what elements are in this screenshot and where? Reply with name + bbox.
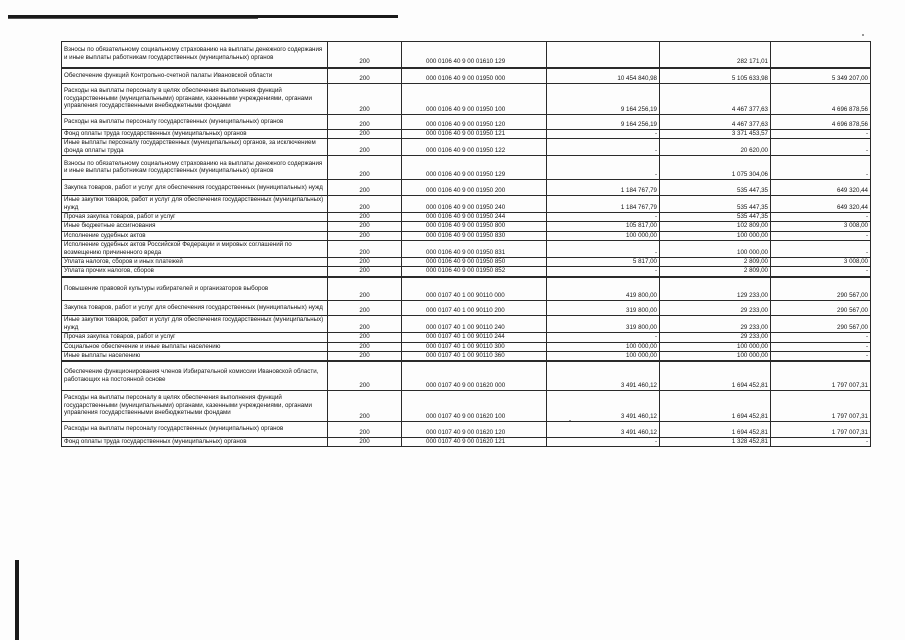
row-executed: 100 000,00 xyxy=(660,342,771,351)
table-row xyxy=(62,333,871,342)
row-approved: 100 000,00 xyxy=(547,342,660,351)
row-approved: 3 491 460,12 xyxy=(547,361,660,390)
table-row xyxy=(62,390,871,421)
table-row xyxy=(62,115,871,130)
row-kbk: 000 0107 40 9 00 01620 120 xyxy=(402,421,547,437)
row-name: Иные выплаты населению xyxy=(62,352,328,362)
row-unexecuted: 649 320,44 xyxy=(771,180,871,196)
row-kbk: 000 0106 40 9 00 01610 129 xyxy=(402,42,547,68)
row-kbk: 000 0106 40 9 00 01950 800 xyxy=(402,222,547,231)
row-name: Иные выплаты персоналу государственных (муниципальных) органов, за исключением фонда оплаты труда xyxy=(62,139,328,156)
row-kbk: 000 0106 40 9 00 01950 129 xyxy=(402,156,547,180)
table-row xyxy=(62,213,871,222)
row-approved: - xyxy=(547,267,660,277)
row-unexecuted: 290 567,00 xyxy=(771,277,871,301)
row-name: Взносы по обязательному социальному страхованию на выплаты денежного содержания и иные выплаты работникам государственных (муниципальных) органов xyxy=(62,156,328,180)
row-code: 200 xyxy=(328,301,402,316)
row-name: Расходы на выплаты персоналу государственных (муниципальных) органов xyxy=(62,115,328,130)
row-code: 200 xyxy=(328,333,402,342)
row-kbk: 000 0106 40 9 00 01950 852 xyxy=(402,267,547,277)
table-row xyxy=(62,231,871,240)
table-row xyxy=(62,437,871,446)
row-code: 200 xyxy=(328,139,402,156)
row-approved: - xyxy=(547,156,660,180)
row-code: 200 xyxy=(328,42,402,68)
row-approved: - xyxy=(547,241,660,258)
row-executed: 100 000,00 xyxy=(660,241,771,258)
row-name: Обеспечение функционирования членов Избирательной комиссии Ивановской области, работающих на постоянной основе xyxy=(62,361,328,390)
row-name: Исполнение судебных актов Российской Федерации и мировых соглашений по возмещению причиненного вреда xyxy=(62,241,328,258)
row-code: 200 xyxy=(328,342,402,351)
table-row xyxy=(62,139,871,156)
row-code: 200 xyxy=(328,180,402,196)
row-name: Расходы на выплаты персоналу в целях обеспечения выполнения функций государственными (муниципальными) органами, казенными учреждениями, органами управления государственными внебюджетными фондами xyxy=(62,390,328,421)
row-executed: 535 447,35 xyxy=(660,180,771,196)
scan-speck xyxy=(862,34,864,36)
row-kbk: 000 0107 40 1 00 90110 360 xyxy=(402,352,547,362)
row-kbk: 000 0107 40 9 00 01620 000 xyxy=(402,361,547,390)
row-unexecuted: 3 008,00 xyxy=(771,222,871,231)
table-row xyxy=(62,156,871,180)
scan-edge-top-shadow xyxy=(8,18,258,19)
row-unexecuted: - xyxy=(771,342,871,351)
row-code: 200 xyxy=(328,267,402,277)
row-executed: 2 809,00 xyxy=(660,267,771,277)
row-kbk: 000 0107 40 9 00 01620 100 xyxy=(402,390,547,421)
row-executed: 100 000,00 xyxy=(660,231,771,240)
row-executed: 1 328 452,81 xyxy=(660,437,771,446)
table-row xyxy=(62,84,871,115)
table-row xyxy=(62,277,871,301)
row-name: Социальное обеспечение и иные выплаты населению xyxy=(62,342,328,351)
row-name: Взносы по обязательному социальному страхованию на выплаты денежного содержания и иные выплаты работникам государственных (муниципальных) органов xyxy=(62,42,328,68)
row-unexecuted: 290 567,00 xyxy=(771,301,871,316)
row-name: Иные закупки товаров, работ и услуг для обеспечения государственных (муниципальных) нужд xyxy=(62,316,328,333)
scan-edge-left xyxy=(15,560,19,640)
row-approved: 419 800,00 xyxy=(547,277,660,301)
row-unexecuted: - xyxy=(771,267,871,277)
row-name: Закупка товаров, работ и услуг для обеспечения государственных (муниципальных) нужд xyxy=(62,180,328,196)
row-approved: - xyxy=(547,437,660,446)
table-row xyxy=(62,241,871,258)
table-row xyxy=(62,42,871,68)
row-executed: 20 620,00 xyxy=(660,139,771,156)
row-executed: 282 171,01 xyxy=(660,42,771,68)
row-approved: 1 184 767,79 xyxy=(547,180,660,196)
row-approved: 319 800,00 xyxy=(547,316,660,333)
row-code: 200 xyxy=(328,316,402,333)
row-kbk: 000 0107 40 1 00 90110 300 xyxy=(402,342,547,351)
row-executed: 29 233,00 xyxy=(660,333,771,342)
row-kbk: 000 0106 40 9 00 01950 244 xyxy=(402,213,547,222)
row-code: 200 xyxy=(328,115,402,130)
table-body xyxy=(62,42,871,447)
row-code: 200 xyxy=(328,258,402,267)
row-executed: 4 467 377,63 xyxy=(660,115,771,130)
row-kbk: 000 0106 40 9 00 01950 200 xyxy=(402,180,547,196)
row-code: 200 xyxy=(328,130,402,139)
row-name: Расходы на выплаты персоналу в целях обеспечения выполнения функций государственными (муниципальными) органами, казенными учреждениями, органами управления государственными внебюджетными фондами xyxy=(62,84,328,115)
row-unexecuted: 290 567,00 xyxy=(771,316,871,333)
row-kbk: 000 0106 40 9 00 01950 100 xyxy=(402,84,547,115)
row-unexecuted: - xyxy=(771,213,871,222)
row-unexecuted: 4 696 878,56 xyxy=(771,84,871,115)
row-name: Закупка товаров, работ и услуг для обеспечения государственных (муниципальных) нужд xyxy=(62,301,328,316)
row-approved: 5 817,00 xyxy=(547,258,660,267)
row-executed: 535 447,35 xyxy=(660,196,771,213)
row-unexecuted: 5 349 207,00 xyxy=(771,68,871,84)
row-unexecuted: - xyxy=(771,231,871,240)
row-approved: - xyxy=(547,130,660,139)
row-executed: 5 105 633,98 xyxy=(660,68,771,84)
row-executed: 535 447,35 xyxy=(660,213,771,222)
row-code: 200 xyxy=(328,231,402,240)
row-code: 200 xyxy=(328,390,402,421)
table-row xyxy=(62,196,871,213)
row-code: 200 xyxy=(328,241,402,258)
row-executed: 29 233,00 xyxy=(660,301,771,316)
row-code: 200 xyxy=(328,361,402,390)
row-unexecuted: 3 008,00 xyxy=(771,258,871,267)
row-executed: 1 075 304,06 xyxy=(660,156,771,180)
row-unexecuted: - xyxy=(771,241,871,258)
row-code: 200 xyxy=(328,421,402,437)
row-executed: 100 000,00 xyxy=(660,352,771,362)
row-name: Прочая закупка товаров, работ и услуг xyxy=(62,213,328,222)
row-executed: 1 694 452,81 xyxy=(660,421,771,437)
row-unexecuted: 4 696 878,56 xyxy=(771,115,871,130)
row-kbk: 000 0107 40 9 00 01620 121 xyxy=(402,437,547,446)
row-name: Иные закупки товаров, работ и услуг для обеспечения государственных (муниципальных) нужд xyxy=(62,196,328,213)
row-approved: 9 164 256,19 xyxy=(547,115,660,130)
row-approved: 105 817,00 xyxy=(547,222,660,231)
row-executed: 1 694 452,81 xyxy=(660,361,771,390)
row-name: Фонд оплаты труда государственных (муниципальных) органов xyxy=(62,437,328,446)
row-approved: 3 491 460,12 xyxy=(547,421,660,437)
row-code: 200 xyxy=(328,352,402,362)
row-name: Уплата налогов, сборов и иных платежей xyxy=(62,258,328,267)
row-approved: 100 000,00 xyxy=(547,231,660,240)
row-unexecuted: - xyxy=(771,333,871,342)
row-executed: 29 233,00 xyxy=(660,316,771,333)
row-kbk: 000 0107 40 1 00 90110 200 xyxy=(402,301,547,316)
row-approved: 100 000,00 xyxy=(547,352,660,362)
row-unexecuted xyxy=(771,42,871,68)
row-name: Расходы на выплаты персоналу государственных (муниципальных) органов xyxy=(62,421,328,437)
row-approved: 3 491 460,12 xyxy=(547,390,660,421)
row-kbk: 000 0106 40 9 00 01950 121 xyxy=(402,130,547,139)
row-approved: 319 800,00 xyxy=(547,301,660,316)
row-kbk: 000 0107 40 1 00 90110 244 xyxy=(402,333,547,342)
row-code: 200 xyxy=(328,84,402,115)
row-executed: 1 694 452,81 xyxy=(660,390,771,421)
row-approved: 1 184 767,79 xyxy=(547,196,660,213)
table-row xyxy=(62,68,871,84)
row-unexecuted: 1 797 007,31 xyxy=(771,421,871,437)
row-kbk: 000 0106 40 9 00 01950 000 xyxy=(402,68,547,84)
row-code: 200 xyxy=(328,68,402,84)
row-unexecuted: - xyxy=(771,437,871,446)
row-unexecuted: 1 797 007,31 xyxy=(771,361,871,390)
row-name: Прочая закупка товаров, работ и услуг xyxy=(62,333,328,342)
row-approved: 9 164 256,19 xyxy=(547,84,660,115)
budget-execution-table xyxy=(61,41,871,447)
table-row xyxy=(62,222,871,231)
table-row xyxy=(62,342,871,351)
table-row xyxy=(62,316,871,333)
table-row xyxy=(62,301,871,316)
row-name: Фонд оплаты труда государственных (муниципальных) органов xyxy=(62,130,328,139)
row-code: 200 xyxy=(328,213,402,222)
row-name: Обеспечение функций Контрольно-счетной палаты Ивановской области xyxy=(62,68,328,84)
table-row xyxy=(62,352,871,362)
row-code: 200 xyxy=(328,277,402,301)
row-code: 200 xyxy=(328,222,402,231)
table-row xyxy=(62,130,871,139)
row-name: Исполнение судебных актов xyxy=(62,231,328,240)
table-row xyxy=(62,180,871,196)
row-executed: 3 371 453,57 xyxy=(660,130,771,139)
row-approved xyxy=(547,42,660,68)
table-row xyxy=(62,421,871,437)
table-row xyxy=(62,361,871,390)
row-executed: 102 809,00 xyxy=(660,222,771,231)
row-unexecuted: - xyxy=(771,156,871,180)
table-row xyxy=(62,258,871,267)
row-unexecuted: - xyxy=(771,352,871,362)
row-name: Уплата прочих налогов, сборов xyxy=(62,267,328,277)
row-code: 200 xyxy=(328,196,402,213)
row-unexecuted: - xyxy=(771,139,871,156)
table-row xyxy=(62,267,871,277)
row-kbk: 000 0106 40 9 00 01950 830 xyxy=(402,231,547,240)
row-kbk: 000 0106 40 9 00 01950 120 xyxy=(402,115,547,130)
row-executed: 2 809,00 xyxy=(660,258,771,267)
row-unexecuted: 649 320,44 xyxy=(771,196,871,213)
row-unexecuted: 1 797 007,31 xyxy=(771,390,871,421)
row-name: Повышение правовой культуры избирателей и организаторов выборов xyxy=(62,277,328,301)
row-kbk: 000 0107 40 1 00 90110 000 xyxy=(402,277,547,301)
row-kbk: 000 0107 40 1 00 90110 240 xyxy=(402,316,547,333)
row-approved: - xyxy=(547,139,660,156)
row-name: Иные бюджетные ассигнования xyxy=(62,222,328,231)
row-kbk: 000 0106 40 9 00 01950 240 xyxy=(402,196,547,213)
row-kbk: 000 0106 40 9 00 01950 831 xyxy=(402,241,547,258)
row-kbk: 000 0106 40 9 00 01950 850 xyxy=(402,258,547,267)
row-executed: 129 233,00 xyxy=(660,277,771,301)
row-approved: - xyxy=(547,213,660,222)
row-unexecuted: - xyxy=(771,130,871,139)
row-executed: 4 467 377,63 xyxy=(660,84,771,115)
row-approved: - xyxy=(547,333,660,342)
row-approved: 10 454 840,98 xyxy=(547,68,660,84)
row-code: 200 xyxy=(328,156,402,180)
row-code: 200 xyxy=(328,437,402,446)
row-kbk: 000 0106 40 9 00 01950 122 xyxy=(402,139,547,156)
